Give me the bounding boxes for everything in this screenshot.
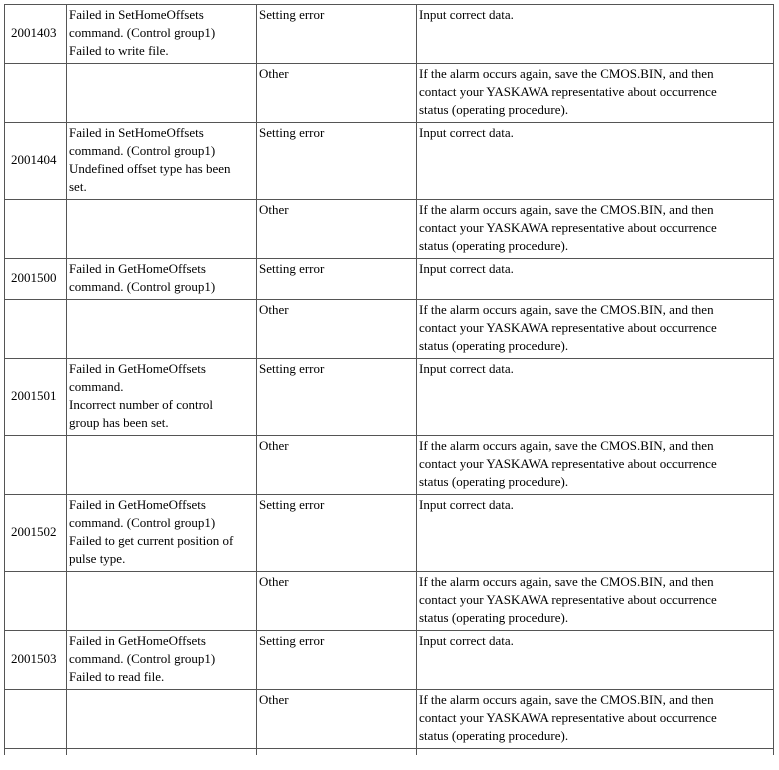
description-line: group has been set. [69,415,169,430]
alarm-code: 2001500 [5,259,67,300]
cause-cell: Setting error [257,631,417,690]
remedy-line: If the alarm occurs again, save the CMOS.BIN, and then [419,202,714,217]
continuation-cell [5,749,67,756]
description-line: command. (Control group1) [69,651,216,666]
remedy-line: Input correct data. [419,633,514,648]
table-row [5,200,774,259]
remedy-line: Input correct data. [419,261,514,276]
table-row [5,572,774,631]
remedy-line: Input correct data. [419,7,514,22]
cause-cell: Setting error [257,5,417,64]
table-row [5,300,774,359]
description-line: Incorrect number of control [69,397,214,412]
empty-code-cell [5,300,67,359]
remedy-cell [417,259,774,300]
remedy-line: status (operating procedure). [419,338,569,353]
empty-code-cell [5,436,67,495]
remedy-line: status (operating procedure). [419,102,569,117]
description-line: command. (Control group1) [69,279,216,294]
remedy-line: Input correct data. [419,125,514,140]
description-line: command. (Control group1) [69,25,216,40]
description-line: set. [69,179,87,194]
cause-cell: Other [257,572,417,631]
remedy-line: Input correct data. [419,361,514,376]
alarm-description [67,123,257,200]
empty-description-cell [67,572,257,631]
table-continuation-row [5,749,774,756]
table-row [5,5,774,64]
description-line: Failed in GetHomeOffsets [69,633,206,648]
description-line: Failed in SetHomeOffsets [69,7,204,22]
remedy-cell [417,436,774,495]
remedy-line: contact your YASKAWA representative about occurrence [419,320,717,335]
continuation-cell [67,749,257,756]
remedy-line: If the alarm occurs again, save the CMOS.BIN, and then [419,574,714,589]
remedy-cell [417,5,774,64]
remedy-line: If the alarm occurs again, save the CMOS.BIN, and then [419,692,714,707]
empty-code-cell [5,690,67,749]
alarm-code: 2001403 [5,5,67,64]
alarm-description [67,5,257,64]
cause-cell: Other [257,64,417,123]
description-line: Failed to get current position of [69,533,234,548]
cause-cell: Setting error [257,123,417,200]
description-line: pulse type. [69,551,126,566]
table-row [5,123,774,200]
cause-cell: Setting error [257,495,417,572]
cause-cell: Setting error [257,259,417,300]
description-line: command. (Control group1) [69,515,216,530]
cause-cell: Other [257,436,417,495]
description-line: Failed in GetHomeOffsets [69,361,206,376]
remedy-cell [417,572,774,631]
table-row [5,690,774,749]
empty-description-cell [67,200,257,259]
description-line: Undefined offset type has been [69,161,231,176]
remedy-line: contact your YASKAWA representative about occurrence [419,710,717,725]
description-line: command. (Control group1) [69,143,216,158]
empty-description-cell [67,64,257,123]
description-line: Failed to write file. [69,43,169,58]
table-row [5,495,774,572]
empty-code-cell [5,572,67,631]
description-line: Failed in GetHomeOffsets [69,497,206,512]
remedy-line: contact your YASKAWA representative about occurrence [419,592,717,607]
remedy-line: Input correct data. [419,497,514,512]
empty-description-cell [67,690,257,749]
empty-description-cell [67,436,257,495]
description-line: Failed in SetHomeOffsets [69,125,204,140]
description-line: command. [69,379,124,394]
alarm-table-body [5,5,774,756]
remedy-line: contact your YASKAWA representative about occurrence [419,84,717,99]
continuation-cell [257,749,417,756]
alarm-code: 2001404 [5,123,67,200]
remedy-line: contact your YASKAWA representative about occurrence [419,220,717,235]
remedy-cell [417,200,774,259]
remedy-line: status (operating procedure). [419,238,569,253]
table-row [5,631,774,690]
cause-cell: Setting error [257,359,417,436]
empty-code-cell [5,200,67,259]
remedy-line: If the alarm occurs again, save the CMOS.BIN, and then [419,438,714,453]
remedy-line: status (operating procedure). [419,728,569,743]
remedy-cell [417,300,774,359]
continuation-cell [417,749,774,756]
cause-cell: Other [257,690,417,749]
remedy-cell [417,631,774,690]
alarm-description [67,631,257,690]
alarm-code: 2001502 [5,495,67,572]
table-row [5,64,774,123]
cause-cell: Other [257,200,417,259]
table-row [5,259,774,300]
remedy-cell [417,690,774,749]
remedy-cell [417,64,774,123]
remedy-line: If the alarm occurs again, save the CMOS.BIN, and then [419,302,714,317]
description-line: Failed to read file. [69,669,165,684]
remedy-line: contact your YASKAWA representative about occurrence [419,456,717,471]
cause-cell: Other [257,300,417,359]
empty-code-cell [5,64,67,123]
alarm-code: 2001501 [5,359,67,436]
alarm-code: 2001503 [5,631,67,690]
alarm-description [67,359,257,436]
remedy-line: status (operating procedure). [419,610,569,625]
alarm-description [67,259,257,300]
remedy-cell [417,123,774,200]
table-row [5,436,774,495]
remedy-line: If the alarm occurs again, save the CMOS.BIN, and then [419,66,714,81]
remedy-cell [417,359,774,436]
alarm-table [4,4,774,755]
empty-description-cell [67,300,257,359]
alarm-description [67,495,257,572]
description-line: Failed in GetHomeOffsets [69,261,206,276]
table-row [5,359,774,436]
remedy-line: status (operating procedure). [419,474,569,489]
remedy-cell [417,495,774,572]
